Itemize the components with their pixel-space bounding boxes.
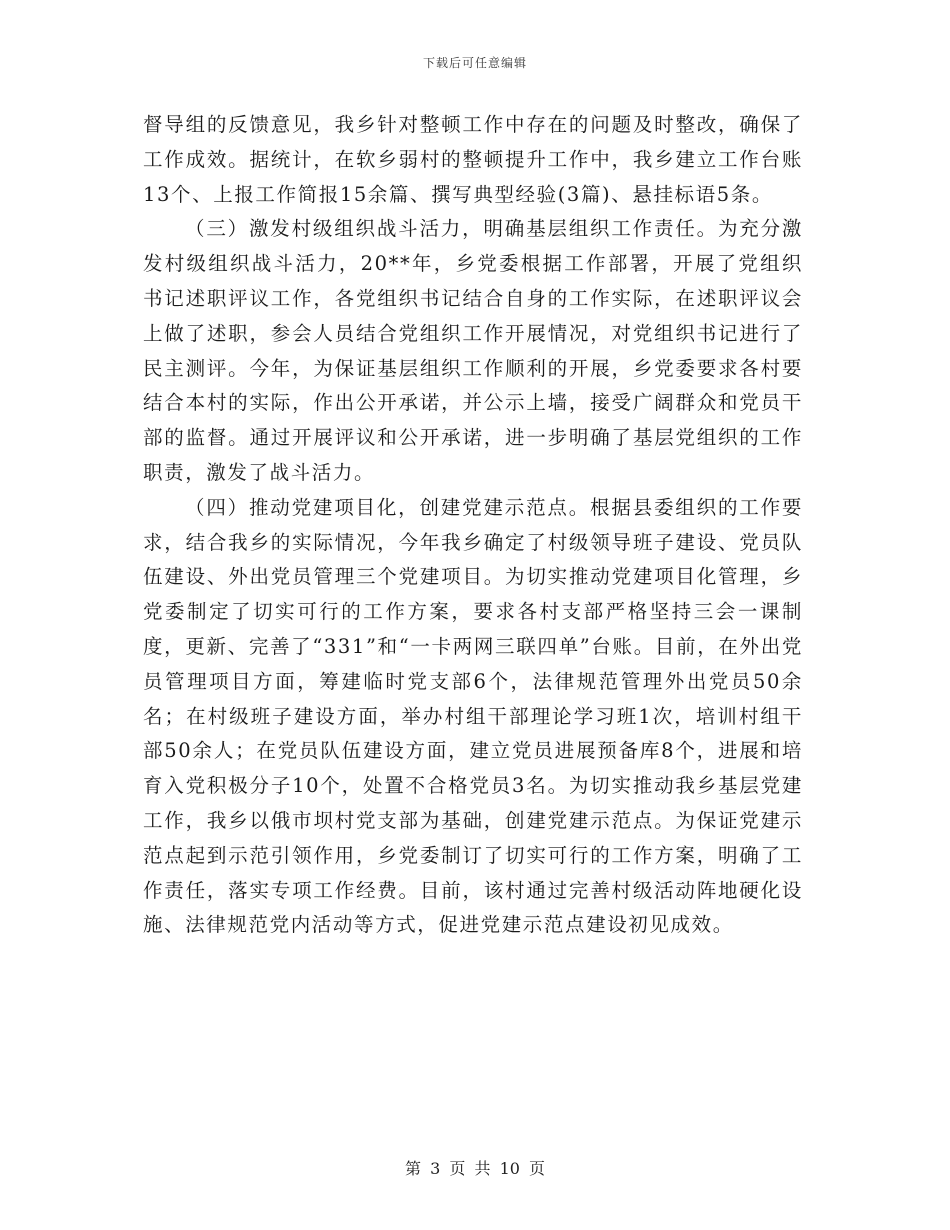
paragraph-continuation: 督导组的反馈意见，我乡针对整顿工作中存在的问题及时整改，确保了工作成效。据统计，在软乡弱村的整顿提升工作中，我乡建立工作台账13个、上报工作简报15余篇、撰写典型经验(3篇)、悬挂标语5条。 <box>143 113 803 206</box>
document-body <box>143 108 803 943</box>
page-footer <box>0 1156 950 1179</box>
footer-total-prefix: 共 <box>474 1159 491 1178</box>
paragraph-section-three: （三）激发村级组织战斗活力，明确基层组织工作责任。为充分激发村级组织战斗活力，20**年，乡党委根据工作部署，开展了党组织书记述职评议工作，各党组织书记结合自身的工作实际，在述职评议会上做了述职，参会人员结合党组织工作开展情况，对党组织书记进行了民主测评。今年，为保证基层组织工作顺利的开展，乡党委要求各村要结合本村的实际，作出公开承诺，并公示上墙，接受广阔群众和党员干部的监督。通过开展评议和公开承诺，进一步明确了基层党组织的工作职责，激发了战斗活力。 <box>143 217 803 484</box>
footer-page-current: 3 <box>430 1159 441 1178</box>
paragraph-section-four: （四）推动党建项目化，创建党建示范点。根据县委组织的工作要求，结合我乡的实际情况，今年我乡确定了村级领导班子建设、党员队伍建设、外出党员管理三个党建项目。为切实推动党建项目化管理，乡党委制定了切实可行的工作方案，要求各村支部严格坚持三会一课制度，更新、完善了“331”和“一卡两网三联四单”台账。目前，在外出党员管理项目方面，筹建临时党支部6个，法律规范管理外出党员50余名；在村级班子建设方面，举办村组干部理论学习班1次，培训村组干部50余人；在党员队伍建设方面，建立党员进展预备库8个，进展和培育入党积极分子10个，处置不合格党员3名。为切实推动我乡基层党建工作，我乡以俄市坝村党支部为基础，创建党建示范点。为保证党建示范点起到示范引领作用，乡党委制订了切实可行的工作方案，明确了工作责任，落实专项工作经费。目前，该村通过完善村级活动阵地硬化设施、法律规范党内活动等方式，促进党建示范点建设初见成效。 <box>143 495 803 937</box>
footer-prefix: 第 <box>404 1159 421 1178</box>
footer-page-total: 10 <box>499 1159 520 1178</box>
footer-page-word: 页 <box>449 1159 466 1178</box>
footer-suffix: 页 <box>529 1159 546 1178</box>
page-header-note: 下载后可任意编辑 <box>422 56 527 70</box>
